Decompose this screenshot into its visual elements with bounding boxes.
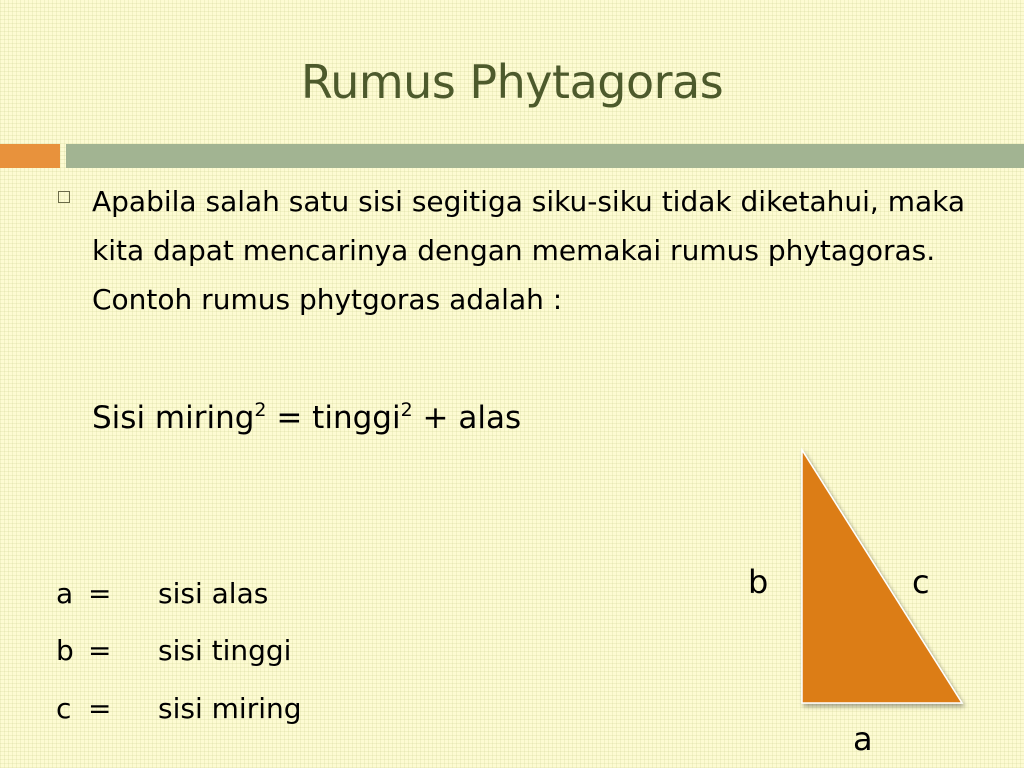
right-triangle-shape <box>802 450 962 703</box>
definition-variable: a <box>56 577 74 610</box>
accent-bar-orange <box>0 144 60 168</box>
slide-title: Rumus Phytagoras <box>300 55 724 109</box>
formula-middle: = tinggi <box>266 400 401 436</box>
formula-exponent-1: 2 <box>254 399 267 421</box>
pythagoras-formula <box>92 386 521 442</box>
formula-exponent-2: 2 <box>400 399 413 421</box>
definition-text: sisi alas <box>158 577 269 610</box>
accent-bar-green <box>66 144 1024 168</box>
right-triangle-diagram <box>790 440 980 730</box>
definition-equals: = <box>88 634 112 667</box>
definition-variable: c <box>56 692 72 725</box>
triangle-label-c: c <box>912 563 930 601</box>
formula-rhs: + alas <box>412 400 522 436</box>
definition-text: sisi miring <box>158 692 302 725</box>
definition-text: sisi tinggi <box>158 634 292 667</box>
formula-lhs: Sisi miring <box>92 400 255 436</box>
definition-variable: b <box>56 634 74 667</box>
triangle-label-a: a <box>853 720 873 758</box>
triangle-label-b: b <box>748 563 769 601</box>
square-bullet-icon <box>58 191 70 203</box>
body-paragraph: Apabila salah satu sisi segitiga siku-siku tidak diketahui, maka kita dapat mencarinya dengan memakai rumus phytagoras. Contoh rumus phytgoras adalah : <box>92 185 966 316</box>
definition-equals: = <box>88 577 112 610</box>
definition-equals: = <box>88 692 112 725</box>
